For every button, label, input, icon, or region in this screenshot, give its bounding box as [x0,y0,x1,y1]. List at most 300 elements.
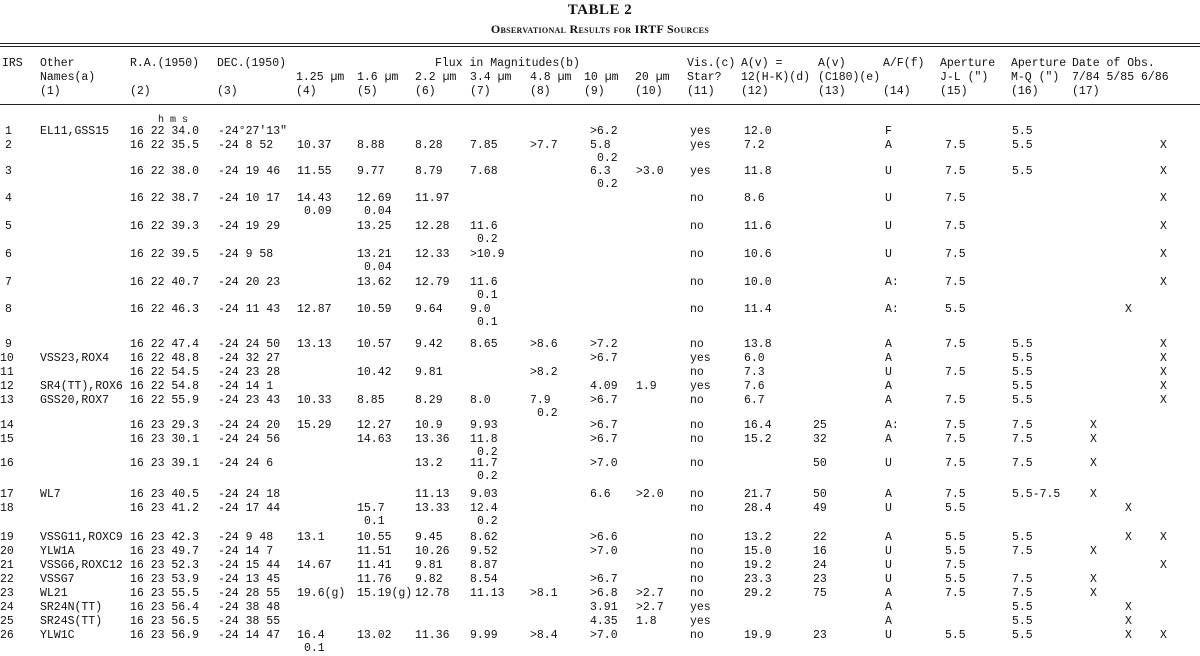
cell: 29.2 [744,587,772,600]
cell: yes [690,615,711,628]
cell-uncertainty: 0.2 [537,407,558,420]
cell: 5.5 [945,545,966,558]
column-header-10-line3: (9) [584,85,605,98]
cell: 14.67 [297,559,332,572]
top-rule [0,43,1200,44]
cell: 15.2 [744,433,772,446]
cell: 7.5 [945,139,966,152]
cell: A: [885,276,899,289]
column-header-7-line2: 2.2 µm [415,71,457,84]
cell: 16.4 [297,629,325,642]
cell: no [690,587,704,600]
cell: U [885,248,892,261]
cell: 15 [0,433,14,446]
top-rule-double [0,46,1200,47]
cell: X [1160,248,1167,261]
cell: X [1125,601,1132,614]
cell: -24 32 27 [218,352,281,365]
cell-uncertainty: 0.09 [304,205,332,218]
cell: 7.5 [945,488,966,501]
cell: 16 23 40.5 [130,488,200,501]
cell: 32 [813,433,827,446]
cell: 22 [813,531,827,544]
column-header-16-line2: J-L (") [940,71,989,84]
cell: 8.88 [357,139,385,152]
cell: 8.0 [470,394,491,407]
column-header-18-line3: (17) [1072,85,1100,98]
cell: no [690,394,704,407]
cell: 10.6 [744,248,772,261]
cell: 8.54 [470,573,498,586]
cell: 10.33 [297,394,332,407]
cell: 7.2 [744,139,765,152]
cell: 8.6 [744,192,765,205]
cell: 7.5 [945,338,966,351]
cell: no [690,488,704,501]
cell: 16 23 56.4 [130,601,200,614]
cell: -24 24 18 [218,488,281,501]
cell: 16 23 53.9 [130,573,200,586]
cell: 13.2 [415,457,443,470]
cell: 50 [813,488,827,501]
cell: 75 [813,587,827,600]
cell: 7.5 [945,192,966,205]
header-rule [0,104,1200,105]
cell: 1.9 [636,380,657,393]
cell: >6.7 [590,419,618,432]
cell: yes [690,125,711,138]
cell: X [1090,573,1097,586]
cell: 12.78 [415,587,450,600]
cell: 11.36 [415,629,450,642]
cell: -24 24 6 [218,457,274,470]
cell: 15.0 [744,545,772,558]
cell: >7.0 [590,457,618,470]
column-header-11-line2: 20 µm [635,71,670,84]
column-header-18-line2: 7/84 5/85 6/86 [1072,71,1169,84]
cell: 3 [5,165,12,178]
cell: X [1090,433,1097,446]
cell: >8.6 [530,338,558,351]
cell: 5.5 [945,531,966,544]
cell: -24 38 48 [218,601,281,614]
cell-uncertainty: 0.1 [304,642,325,655]
cell: 23.3 [744,573,772,586]
cell: 16 22 54.5 [130,366,200,379]
cell: 11.55 [297,165,332,178]
cell: 16 22 38.0 [130,165,200,178]
cell: 9.81 [415,366,443,379]
cell: X [1125,531,1132,544]
cell: X [1160,165,1167,178]
cell: 14.63 [357,433,392,446]
cell: no [690,545,704,558]
cell: 16 23 41.2 [130,502,200,515]
cell: 12.33 [415,248,450,261]
cell: 19 [0,531,14,544]
column-header-17-line1: Aperture [1011,57,1067,70]
cell: 16 23 55.5 [130,587,200,600]
column-header-10-line2: 10 µm [584,71,619,84]
cell: 6.0 [744,352,765,365]
cell: 10 [0,352,14,365]
cell: 23 [0,587,14,600]
cell: 8.65 [470,338,498,351]
cell: 28.4 [744,502,772,515]
cell: 5.5 [945,629,966,642]
cell: 16 23 30.1 [130,433,200,446]
cell: 18 [0,502,14,515]
column-header-14-line1: A(v) [818,57,846,70]
cell: 5.5 [1012,629,1033,642]
column-header-6-line2: 1.6 µm [357,71,399,84]
cell: -24 8 52 [218,139,274,152]
cell: 5.5 [1012,125,1033,138]
cell: >8.2 [530,366,558,379]
cell: 16 23 56.9 [130,629,200,642]
cell: >6.7 [590,352,618,365]
cell: no [690,220,704,233]
cell: 11.13 [415,488,450,501]
cell: 12.4 [470,502,498,515]
cell: A [885,587,892,600]
cell: 19.2 [744,559,772,572]
cell: A [885,352,892,365]
cell: A [885,338,892,351]
cell: 8 [5,303,12,316]
column-header-2-line3: (1) [40,85,61,98]
cell: YLW1C [40,629,75,642]
cell: 1.8 [636,615,657,628]
column-header-9-line2: 4.8 µm [530,71,572,84]
cell: 5.5 [1012,394,1033,407]
cell: WL21 [40,587,68,600]
cell: 10.37 [297,139,332,152]
cell: 16 22 39.3 [130,220,200,233]
cell: U [885,545,892,558]
cell: X [1090,488,1097,501]
table-title: TABLE 2 [567,2,633,18]
cell: >7.7 [530,139,558,152]
column-header-1-line1: IRS [2,57,23,70]
cell: 7.6 [744,380,765,393]
cell: 7.5 [945,220,966,233]
cell: 16 23 42.3 [130,531,200,544]
cell: 9.99 [470,629,498,642]
cell: X [1160,380,1167,393]
cell: 7.5 [945,419,966,432]
column-header-14-line2: (C180)(e) [818,71,881,84]
cell: no [690,573,704,586]
cell: 1 [5,125,12,138]
column-header-11-line3: (10) [635,85,663,98]
column-header-6-line3: (5) [357,85,378,98]
cell: >6.6 [590,531,618,544]
column-header-5-line2: 1.25 µm [296,71,345,84]
cell: -24 23 28 [218,366,281,379]
cell: no [690,338,704,351]
cell: 5 [5,220,12,233]
column-header-13-line3: (12) [741,85,769,98]
cell: 11.76 [357,573,392,586]
hms-units-label: h m s [158,115,189,126]
cell: A: [885,419,899,432]
cell: 10.55 [357,531,392,544]
cell: 5.5 [945,303,966,316]
cell: 2 [5,139,12,152]
cell: 4.09 [590,380,618,393]
cell: 13.13 [297,338,332,351]
cell: 7.5 [945,394,966,407]
cell: 6.6 [590,488,611,501]
cell: 13.36 [415,433,450,446]
cell: 9.93 [470,419,498,432]
cell: 14.43 [297,192,332,205]
cell: 23 [813,573,827,586]
cell: 5.5 [1012,601,1033,614]
cell: 13.33 [415,502,450,515]
cell: 16 22 46.3 [130,303,200,316]
cell: 24 [813,559,827,572]
column-header-4-line3: (3) [217,85,238,98]
cell: no [690,248,704,261]
cell: 7.5 [945,248,966,261]
cell: 9.81 [415,559,443,572]
cell: 7.9 [530,394,551,407]
cell: 11.41 [357,559,392,572]
cell: YLW1A [40,545,75,558]
cell-uncertainty: 0.04 [364,261,392,274]
cell: -24 19 29 [218,220,281,233]
column-header-2-line2: Names(a) [40,71,96,84]
cell: 7.5 [945,559,966,572]
column-header-3-line1: R.A.(1950) [130,57,200,70]
cell: yes [690,352,711,365]
cell: 13.1 [297,531,325,544]
cell: -24 28 55 [218,587,281,600]
cell: 12.87 [297,303,332,316]
cell: no [690,419,704,432]
cell-uncertainty: 0.2 [477,446,498,459]
column-header-14-line3: (13) [818,85,846,98]
cell: 12.27 [357,419,392,432]
cell: 8.29 [415,394,443,407]
cell: no [690,303,704,316]
cell: X [1090,545,1097,558]
column-header-4-line1: DEC.(1950) [217,57,287,70]
cell: U [885,502,892,515]
cell: X [1125,303,1132,316]
column-header-7-line3: (6) [415,85,436,98]
cell: U [885,192,892,205]
cell: X [1090,587,1097,600]
cell: no [690,559,704,572]
cell: A [885,615,892,628]
cell: 25 [813,419,827,432]
cell: -24 24 56 [218,433,281,446]
cell: >6.7 [590,394,618,407]
cell: 9.42 [415,338,443,351]
cell: GSS20,ROX7 [40,394,110,407]
cell: 16 23 52.3 [130,559,200,572]
cell: 9.77 [357,165,385,178]
cell-uncertainty: 0.2 [477,233,498,246]
cell: WL7 [40,488,61,501]
cell: 25 [0,615,14,628]
cell-uncertainty: 0.1 [364,515,385,528]
cell-uncertainty: 0.04 [364,205,392,218]
cell: 7.5 [945,433,966,446]
cell: 7.5 [1012,419,1033,432]
cell: 23 [813,629,827,642]
cell: A [885,488,892,501]
cell: 16 22 39.5 [130,248,200,261]
cell: yes [690,139,711,152]
cell: -24 24 20 [218,419,281,432]
cell: U [885,573,892,586]
cell: 16.4 [744,419,772,432]
cell-uncertainty: 0.1 [477,316,498,329]
cell: X [1160,192,1167,205]
cell: 5.5 [1012,139,1033,152]
cell: 11.13 [470,587,505,600]
cell: -24 38 55 [218,615,281,628]
cell-uncertainty: 0.2 [597,152,618,165]
cell: X [1160,220,1167,233]
cell: 7.5 [1012,545,1033,558]
column-header-13-line2: 12(H-K)(d) [741,71,811,84]
cell: 5.5 [1012,165,1033,178]
cell: 7.5 [945,276,966,289]
cell: no [690,276,704,289]
cell: 9 [5,338,12,351]
cell: X [1160,338,1167,351]
cell: 16 22 40.7 [130,276,200,289]
cell: 8.28 [415,139,443,152]
cell: 7.5 [1012,457,1033,470]
cell: 10.26 [415,545,450,558]
cell: 16 23 56.5 [130,615,200,628]
cell: 12.69 [357,192,392,205]
cell: 22 [0,573,14,586]
cell: 8.62 [470,531,498,544]
cell: 8.79 [415,165,443,178]
cell: 11 [0,366,14,379]
cell: 12 [0,380,14,393]
cell: 13.02 [357,629,392,642]
cell: A [885,394,892,407]
cell: 24 [0,601,14,614]
cell: VSSG11,ROXC9 [40,531,123,544]
cell: X [1090,457,1097,470]
cell: 13.2 [744,531,772,544]
cell: U [885,559,892,572]
cell: no [690,433,704,446]
column-header-15-line1: A/F(f) [883,57,925,70]
cell: 16 [813,545,827,558]
cell: 11.6 [744,220,772,233]
cell: >2.7 [636,601,664,614]
cell: 7.5 [945,457,966,470]
cell: 13.62 [357,276,392,289]
cell: >7.2 [590,338,618,351]
cell: X [1090,419,1097,432]
table-subtitle: Observational Results for IRTF Sources [490,22,710,36]
cell-uncertainty: 0.2 [477,515,498,528]
cell: SR24S(TT) [40,615,103,628]
cell: 15.7 [357,502,385,515]
cell: 9.52 [470,545,498,558]
cell: 16 [0,457,14,470]
cell: no [690,502,704,515]
cell: 11.6 [470,220,498,233]
cell-uncertainty: 0.2 [477,470,498,483]
cell: 15.29 [297,419,332,432]
cell: 7.5 [945,366,966,379]
cell: 14 [0,419,14,432]
cell: no [690,629,704,642]
cell: 10.59 [357,303,392,316]
cell: X [1160,139,1167,152]
cell: 5.8 [590,139,611,152]
cell: 8.85 [357,394,385,407]
cell: -24 9 58 [218,248,274,261]
cell: 11.7 [470,457,498,470]
cell: 7.5 [1012,587,1033,600]
cell: 7.85 [470,139,498,152]
cell: 13 [0,394,14,407]
cell: 6 [5,248,12,261]
cell: A [885,433,892,446]
cell: A [885,380,892,393]
cell: 7.68 [470,165,498,178]
cell: 4 [5,192,12,205]
cell: yes [690,380,711,393]
cell: X [1125,615,1132,628]
cell: 5.5 [945,573,966,586]
column-header-13-line1: A(v) = [741,57,783,70]
cell: >8.4 [530,629,558,642]
cell: -24°27'13" [218,125,288,138]
cell: 5.5 [1012,531,1033,544]
cell: X [1160,531,1167,544]
cell: -24 24 50 [218,338,281,351]
column-header-2-line1: Other [40,57,75,70]
column-header-16-line3: (15) [940,85,968,98]
cell: 11.4 [744,303,772,316]
cell: 49 [813,502,827,515]
column-header-17-line2: M-Q (") [1011,71,1060,84]
cell: X [1160,352,1167,365]
cell: 10.0 [744,276,772,289]
cell: yes [690,601,711,614]
cell: 12.0 [744,125,772,138]
cell: -24 19 46 [218,165,281,178]
cell: 7.5 [945,587,966,600]
cell: -24 9 48 [218,531,274,544]
cell: 10.57 [357,338,392,351]
cell: 21.7 [744,488,772,501]
column-header-9-line3: (8) [530,85,551,98]
cell: X [1125,502,1132,515]
cell: 16 22 48.8 [130,352,200,365]
cell: -24 17 44 [218,502,281,515]
cell: -24 23 43 [218,394,281,407]
cell: >2.0 [636,488,664,501]
cell: 19.9 [744,629,772,642]
cell: >3.0 [636,165,664,178]
cell: 6.3 [590,165,611,178]
